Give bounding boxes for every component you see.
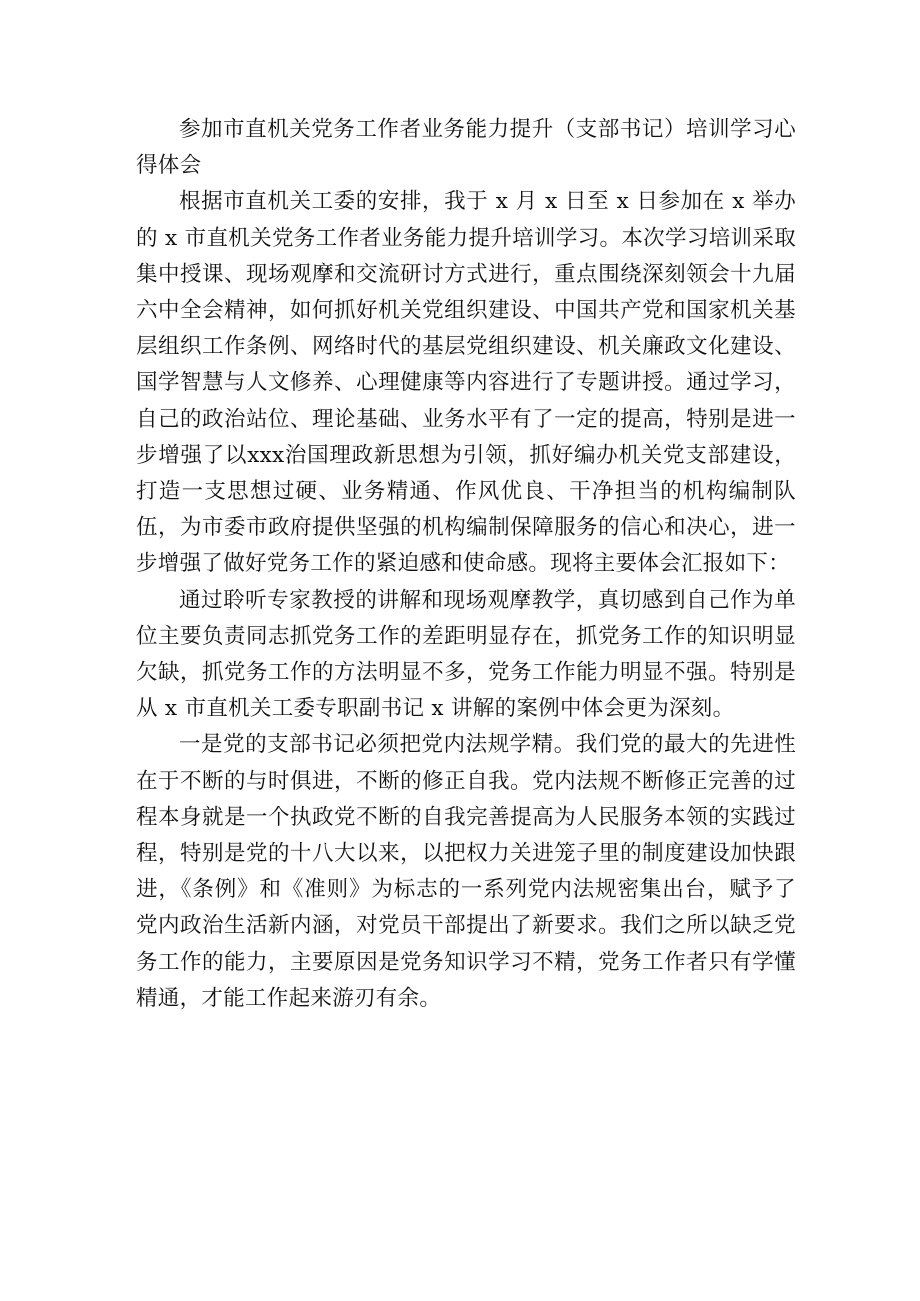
paragraph-3: 一是党的支部书记必须把党内法规学精。我们党的最大的先进性在于不断的与时俱进，不断的修正自我。党内法规不断修正完善的过程本身就是一个执政党不断的自我完善提高为人民服务本领的实践过程，特别是党的十八大以来，以把权力关进笼子里的制度建设加快跟进，《条例》和《准则》为标志的一系列党内法规密集出台，赋予了党内政治生活新内涵，对党员干部提出了新要求。我们之所以缺乏党务工作的能力，主要原因是党务知识学习不精，党务工作者只有学懂精通，才能工作起来游刃有余。 <box>136 732 796 1011</box>
paragraph-1: 根据市直机关工委的安排，我于 x 月 x 日至 x 日参加在 x 举办的 x 市直机关党务工作者业务能力提升培训学习。本次学习培训采取集中授课、现场观摩和交流研讨方式进行，重点围绕深刻领会十九届六中全会精神，如何抓好机关党组织建设、中国共产党和国家机关基层组织工作条例、网络时代的基层党组织建设、机关廉政文化建设、国学智慧与人文修养、心理健康等内容进行了专题讲授。通过学习，自己的政治站位、理论基础、业务水平有了一定的提高，特别是进一步增强了以xxx治国理政新思想为引领，抓好编办机关党支部建设，打造一支思想过硬、业务精通、作风优良、干净担当的机构编制队伍，为市委市政府提供坚强的机构编制保障服务的信心和决心，进一步增强了做好党务工作的紧迫感和使命感。现将主要体会汇报如下： <box>136 189 796 577</box>
document-title: 参加市直机关党务工作者业务能力提升（支部书记）培训学习心得体会 <box>136 117 796 179</box>
paragraph-2: 通过聆听专家教授的讲解和现场观摩教学，真切感到自己作为单位主要负责同志抓党务工作的差距明显存在，抓党务工作的知识明显欠缺，抓党务工作的方法明显不多，党务工作能力明显不强。特别是从 x 市直机关工委专职副书记 x 讲解的案例中体会更为深刻。 <box>136 587 796 722</box>
document-body <box>136 112 796 1017</box>
